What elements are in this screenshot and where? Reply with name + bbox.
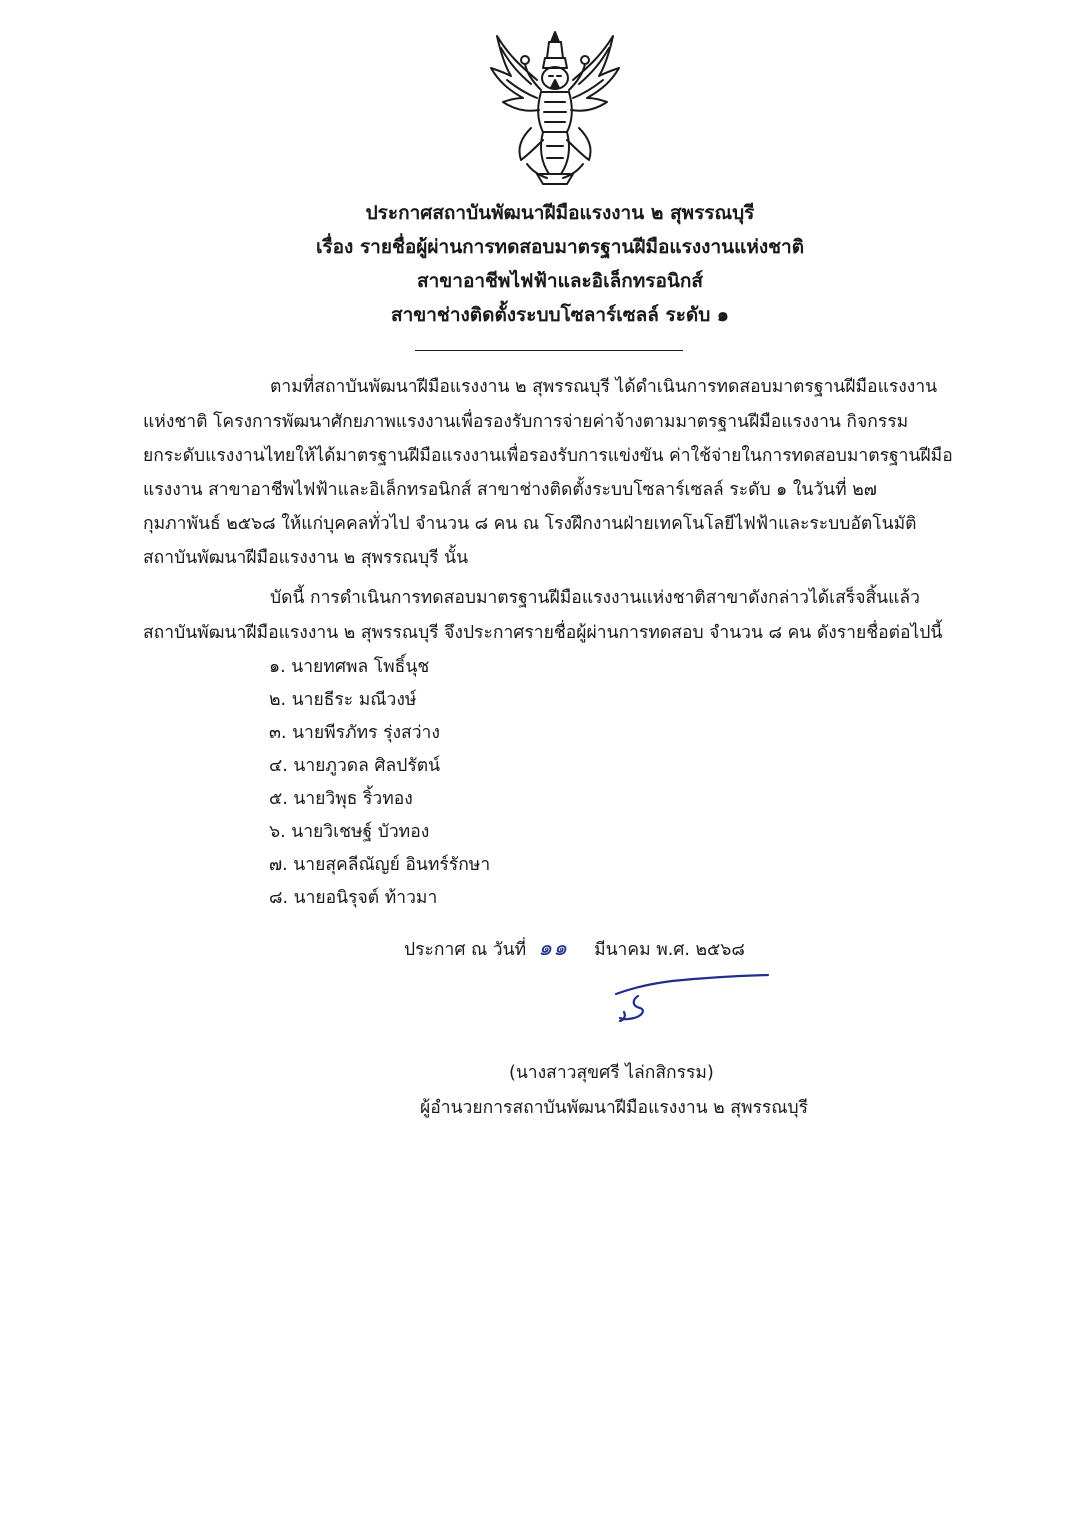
list-item: ๘. นายอนิรุจต์ ท้าวมา xyxy=(269,888,438,908)
garuda-emblem-icon xyxy=(487,28,623,188)
list-item: ๑. นายทศพล โพธิ์นุช xyxy=(269,657,430,677)
paragraph-1-line-6: สถาบันพัฒนาฝีมือแรงงาน ๒ สุพรรณบุรี นั้น xyxy=(143,548,469,568)
announcement-subject: เรื่อง รายชื่อผู้ผ่านการทดสอบมาตรฐานฝีมือแรงงานแห่งชาติ xyxy=(315,236,805,258)
announcement-title: ประกาศสถาบันพัฒนาฝีมือแรงงาน ๒ สุพรรณบุรี xyxy=(365,202,755,224)
heading-divider xyxy=(415,350,683,351)
paragraph-1-line-5: กุมภาพันธ์ ๒๕๖๘ ให้แก่บุคคลทั่วไป จำนวน ๘ คน ณ โรงฝึกงานฝ่ายเทคโนโลยีไฟฟ้าและระบบอัตโนมัติ xyxy=(143,514,917,534)
paragraph-1-line-3: ยกระดับแรงงานไทยให้ได้มาตรฐานฝีมือแรงงานเพื่อรองรับการแข่งขัน ค่าใช้จ่ายในการทดสอบมาตรฐานฝีมือ xyxy=(143,446,953,466)
paragraph-2-line-1: บัดนี้ การดำเนินการทดสอบมาตรฐานฝีมือแรงงานแห่งชาติสาขาดังกล่าวได้เสร็จสิ้นแล้ว xyxy=(270,588,920,608)
list-item: ๗. นายสุคลีณัญย์ อินทร์รักษา xyxy=(269,855,491,875)
date-suffix: มีนาคม พ.ศ. ๒๕๖๘ xyxy=(594,940,745,960)
paragraph-1-line-4: แรงงาน สาขาอาชีพไฟฟ้าและอิเล็กทรอนิกส์ สาขาช่างติดตั้งระบบโซลาร์เซลล์ ระดับ ๑ ในวันที่ ๒๗ xyxy=(143,480,877,500)
date-prefix: ประกาศ ณ วันที่ xyxy=(404,940,527,960)
list-item: ๒. นายธีระ มณีวงษ์ xyxy=(269,690,417,710)
list-item: ๖. นายวิเชษฐ์ บัวทอง xyxy=(269,822,430,842)
announcement-date xyxy=(404,933,745,966)
handwritten-day: ๑๑ xyxy=(538,936,569,961)
list-item: ๕. นายวิพุธ ริ้วทอง xyxy=(269,789,413,809)
signer-title: ผู้อำนวยการสถาบันพัฒนาฝีมือแรงงาน ๒ สุพรรณบุรี xyxy=(420,1098,809,1118)
paragraph-1-line-2: แห่งชาติ โครงการพัฒนาศักยภาพแรงงานเพื่อรองรับการจ่ายค่าจ้างตามมาตรฐานฝีมือแรงงาน กิจกรรม xyxy=(143,412,909,432)
handwritten-signature xyxy=(612,968,780,1028)
signer-name: (นางสาวสุขศรี ไล่กสิกรรม) xyxy=(509,1063,714,1083)
paragraph-2-line-2: สถาบันพัฒนาฝีมือแรงงาน ๒ สุพรรณบุรี จึงประกาศรายชื่อผู้ผ่านการทดสอบ จำนวน ๘ คน ดังรายชื่อต่อไปนี้ xyxy=(143,623,943,643)
occupation-field: สาขาอาชีพไฟฟ้าและอิเล็กทรอนิกส์ xyxy=(417,270,703,292)
list-item: ๔. นายภูวดล ศิลปรัตน์ xyxy=(269,756,441,776)
list-item: ๓. นายพีรภัทร รุ่งสว่าง xyxy=(269,723,440,743)
paragraph-1-line-1: ตามที่สถาบันพัฒนาฝีมือแรงงาน ๒ สุพรรณบุรี ได้ดำเนินการทดสอบมาตรฐานฝีมือแรงงาน xyxy=(270,377,938,397)
skill-branch-level: สาขาช่างติดตั้งระบบโซลาร์เซลล์ ระดับ ๑ xyxy=(391,304,729,326)
